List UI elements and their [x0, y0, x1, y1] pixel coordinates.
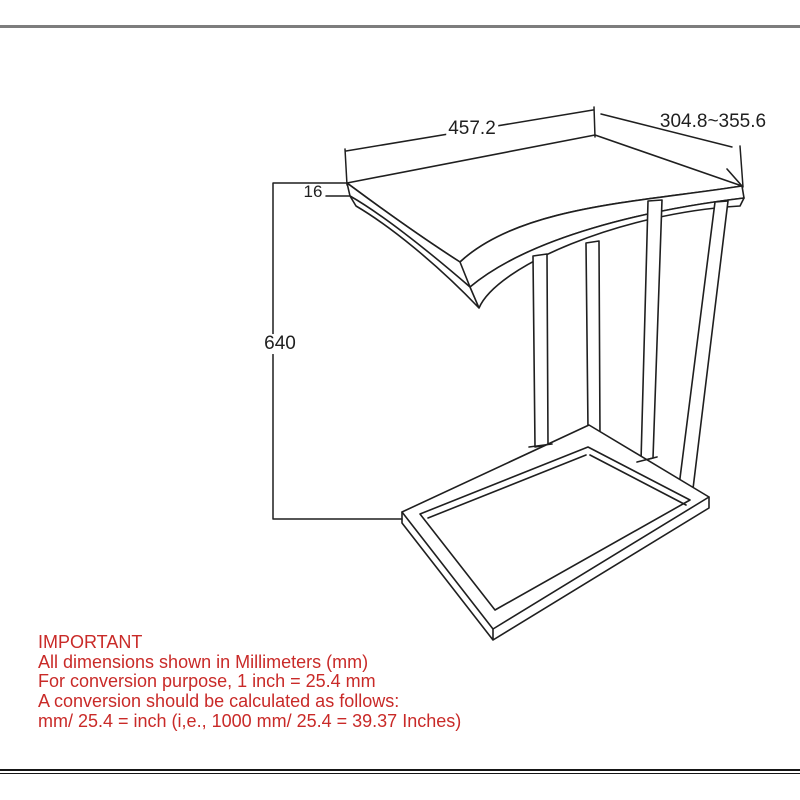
- base-frame: [402, 425, 709, 640]
- leg-front-right: [678, 201, 728, 497]
- notes-title: IMPORTANT: [38, 632, 143, 652]
- note-line: All dimensions shown in Millimeters (mm): [38, 651, 369, 672]
- note-line: For conversion purpose, 1 inch = 25.4 mm: [38, 671, 376, 692]
- note-line: A conversion should be calculated as follows:: [38, 691, 400, 712]
- leg-front-left: [533, 254, 548, 447]
- leg-back-left: [586, 241, 600, 438]
- dim-label-top-depth: 304.8~355.6: [659, 111, 767, 133]
- dim-label-overall-height: 640: [264, 333, 296, 355]
- note-line: mm/ 25.4 = inch (i,e., 1000 mm/ 25.4 = 39.37 Inches): [38, 710, 462, 731]
- dim-label-top-width: 457.2: [448, 118, 496, 140]
- important-notes: [38, 633, 461, 731]
- leg-back-right: [641, 200, 662, 461]
- dim-label-top-thickness: 16: [303, 182, 323, 202]
